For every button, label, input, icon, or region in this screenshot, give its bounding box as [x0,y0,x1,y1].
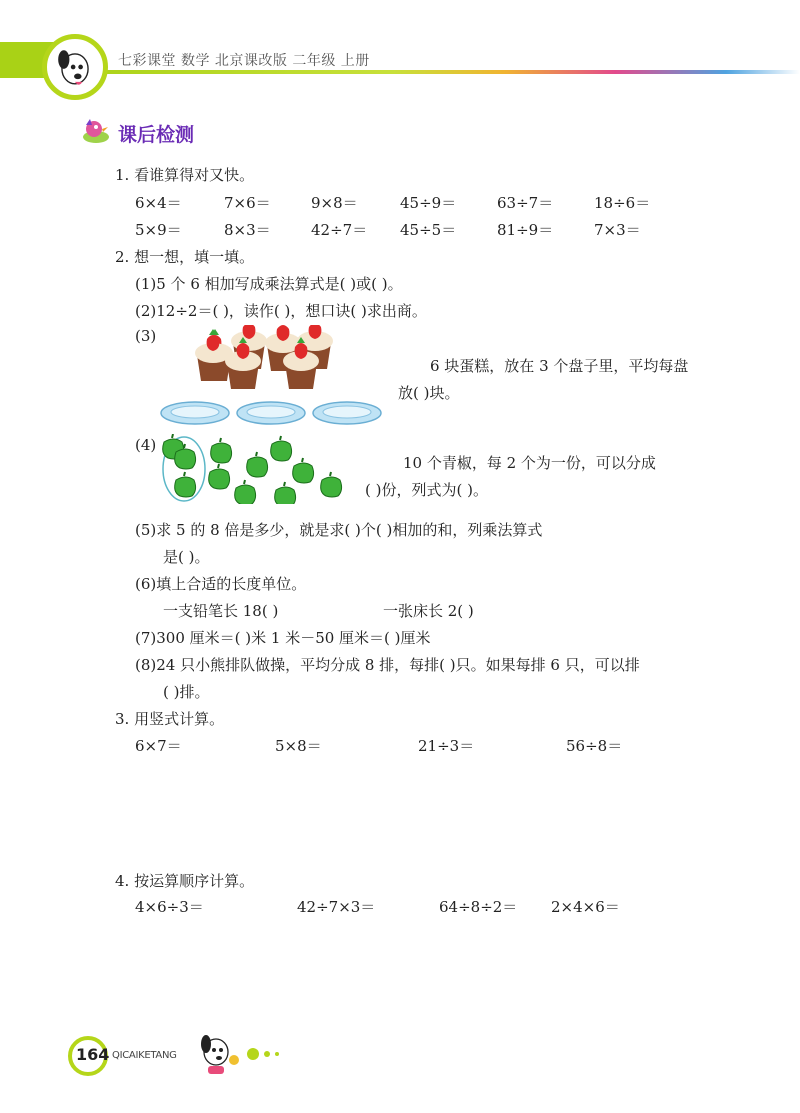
cupcakes-image [195,325,355,390]
q2-part-3-text-2: 放( )块。 [398,384,460,402]
q4-item: 64÷8÷2＝ [439,898,518,916]
plates-image [160,400,385,426]
q2-part-6-title: (6)填上合适的长度单位。 [135,575,307,593]
question-2-title: 2. 想一想，填一填。 [115,248,255,266]
q2-part-3-label: (3) [135,327,157,345]
q1-item: 7×3＝ [594,221,641,239]
q4-item: 4×6÷3＝ [135,898,204,916]
section-title: 课后检测 [118,124,195,146]
q3-item: 21÷3＝ [418,737,475,755]
page-number: 164 [76,1045,110,1064]
q2-part-2: (2)12÷2＝( )，读作( )，想口诀( )求出商。 [135,302,427,320]
header-title: 七彩课堂 数学 北京课改版 二年级 上册 [118,53,370,69]
q2-part-3-text-1: 6 块蛋糕，放在 3 个盘子里，平均每盘 [430,357,689,375]
q1-item: 45÷9＝ [400,194,457,212]
q1-item: 6×4＝ [135,194,182,212]
q2-part-4-text-1: 10 个青椒，每 2 个为一份，可以分成 [403,454,656,472]
q1-item: 63÷7＝ [497,194,554,212]
question-3-title: 3. 用竖式计算。 [115,710,225,728]
q1-item: 81÷9＝ [497,221,554,239]
dog-mascot-icon [47,39,103,95]
q2-part-7: (7)300 厘米＝( )米 1 米－50 厘米＝( )厘米 [135,629,431,647]
q1-item: 9×8＝ [311,194,358,212]
q1-item: 18÷6＝ [594,194,651,212]
q1-item: 45÷5＝ [400,221,457,239]
footer-brand: QICAIKETANG [112,1050,177,1061]
decorative-dots-icon [246,1046,286,1062]
q3-item: 56÷8＝ [566,737,623,755]
question-1-title: 1. 看谁算得对又快。 [115,166,255,184]
q3-item: 6×7＝ [135,737,182,755]
dog-mascot-icon [192,1030,244,1080]
question-4-title: 4. 按运算顺序计算。 [115,872,255,890]
green-peppers-image [160,434,350,504]
q2-part-1: (1)5 个 6 相加写成乘法算式是( )或( )。 [135,275,403,293]
q2-part-6-b: 一张床长 2( ) [383,602,474,620]
q1-item: 5×9＝ [135,221,182,239]
q1-item: 42÷7＝ [311,221,368,239]
mascot-badge [42,34,108,100]
q1-item: 7×6＝ [224,194,271,212]
q1-item: 8×3＝ [224,221,271,239]
q2-part-8-text-1: (8)24 只小熊排队做操，平均分成 8 排，每排( )只。如果每排 6 只，可以排 [135,656,640,674]
bird-icon [76,115,116,149]
q2-part-5-text-2: 是( )。 [163,548,210,566]
q4-item: 2×4×6＝ [551,898,620,916]
q2-part-4-label: (4) [135,436,157,454]
q2-part-5-text-1: (5)求 5 的 8 倍是多少，就是求( )个( )相加的和，列乘法算式 [135,521,543,539]
q2-part-8-text-2: ( )排。 [163,683,210,701]
q2-part-6-a: 一支铅笔长 18( ) [163,602,279,620]
q4-item: 42÷7×3＝ [297,898,376,916]
q2-part-4-text-2: ( )份，列式为( )。 [365,481,488,499]
q3-item: 5×8＝ [275,737,322,755]
